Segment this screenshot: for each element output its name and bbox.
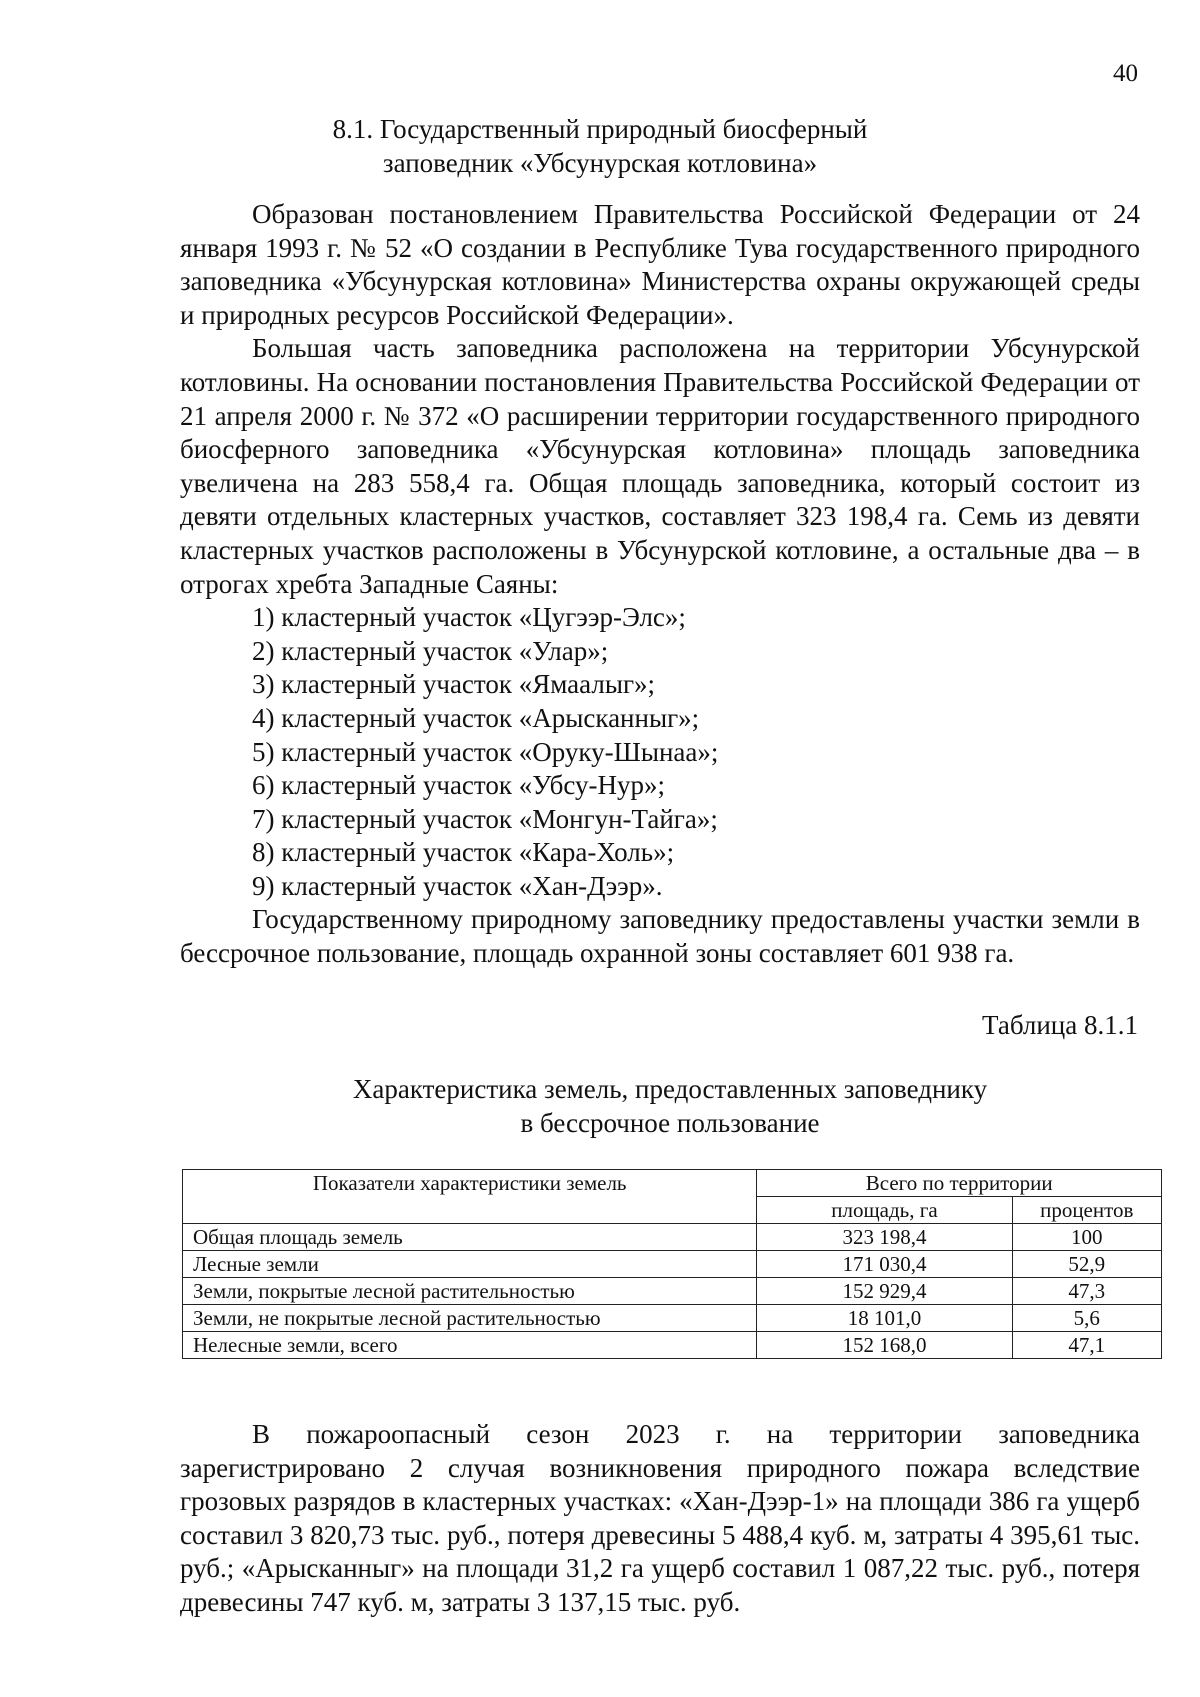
- row-name: Земли, не покрытые лесной растительностью: [183, 1305, 757, 1332]
- fire-text: [180, 1418, 1140, 1620]
- row-area: 152 168,0: [757, 1332, 1012, 1359]
- row-percent: 5,6: [1012, 1305, 1161, 1332]
- section-heading-line-1: 8.1. Государственный природный биосферный: [332, 114, 868, 144]
- list-item: 8) кластерный участок «Кара-Холь»;: [252, 837, 675, 868]
- row-percent: 47,3: [1012, 1278, 1161, 1305]
- page-number: 40: [1113, 60, 1138, 87]
- table-title-line-1: Характеристика земель, предоставленных заповеднику: [352, 1074, 988, 1104]
- section-heading-line-2: заповедник «Убсунурская котловина»: [382, 148, 818, 178]
- intro-text: [180, 198, 1140, 971]
- row-area: 171 030,4: [757, 1251, 1012, 1278]
- list-item: 6) кластерный участок «Убсу-Нур»;: [252, 770, 666, 801]
- list-item: 3) кластерный участок «Ямаалыг»;: [252, 669, 656, 700]
- table-row: [183, 1224, 1162, 1251]
- row-name: Нелесные земли, всего: [183, 1332, 757, 1359]
- paragraph-land-use: Государственному природному заповеднику предоставлены участки земли в бессрочное пользование, площадь охранной зоны составляет 601 938 га.: [180, 904, 1140, 969]
- row-percent: 52,9: [1012, 1251, 1161, 1278]
- list-item: 9) кластерный участок «Хан-Дээр».: [252, 870, 663, 901]
- list-item: 1) кластерный участок «Цугээр-Элс»;: [252, 602, 686, 633]
- row-area: 323 198,4: [757, 1224, 1012, 1251]
- row-area: 152 929,4: [757, 1278, 1012, 1305]
- row-name: Общая площадь земель: [183, 1224, 757, 1251]
- table-row: [183, 1251, 1162, 1278]
- table-caption: Таблица 8.1.1: [982, 1010, 1138, 1040]
- row-percent: 47,1: [1012, 1332, 1161, 1359]
- table-row: [183, 1305, 1162, 1332]
- header-indicator: Показатели характеристики земель: [183, 1170, 757, 1224]
- land-characteristics-table: [182, 1169, 1162, 1359]
- section-heading: [0, 112, 1200, 180]
- table-row: [183, 1278, 1162, 1305]
- list-item: 4) кластерный участок «Арысканныг»;: [252, 702, 700, 733]
- header-percent: процентов: [1012, 1197, 1161, 1224]
- table-header-row: [183, 1170, 1162, 1197]
- header-total-group: Всего по территории: [757, 1170, 1162, 1197]
- table-title-line-2: в бессрочное пользование: [520, 1108, 820, 1138]
- paragraph-territory: Большая часть заповедника расположена на территории Убсунурской котловины. На основании постановления Правительства Российской Федерации от 21 апреля 2000 г. № 372 «О расширении территории государственного природного биосферного заповедника «Убсунурская котловина» площадь заповедника увеличена на 283 558,4 га. Общая площадь заповедника, который состоит из девяти отдельных кластерных участков, составляет 323 198,4 га. Семь из девяти кластерных участков расположены в Убсунурской котловине, а остальные два – в отрогах хребта Западные Саяны:: [180, 333, 1140, 599]
- list-item: 7) кластерный участок «Монгун-Тайга»;: [252, 803, 718, 834]
- row-name: Земли, покрытые лесной растительностью: [183, 1278, 757, 1305]
- paragraph-establishment: Образован постановлением Правительства Российской Федерации от 24 января 1993 г. № 52 «О создании в Республике Тува государственного природного заповедника «Убсунурская котловина» Министерства охраны окружающей среды и природных ресурсов Российской Федерации».: [180, 199, 1140, 330]
- table-title: [200, 1072, 1140, 1140]
- row-percent: 100: [1012, 1224, 1161, 1251]
- header-area: площадь, га: [757, 1197, 1012, 1224]
- table-row: [183, 1332, 1162, 1359]
- row-area: 18 101,0: [757, 1305, 1012, 1332]
- row-name: Лесные земли: [183, 1251, 757, 1278]
- list-item: 2) кластерный участок «Улар»;: [252, 635, 609, 666]
- paragraph-fire-season: В пожароопасный сезон 2023 г. на территории заповедника зарегистрировано 2 случая возникновения природного пожара вследствие грозовых разрядов в кластерных участках: «Хан-Дээр-1» на площади 386 га ущерб составил 3 820,73 тыс. руб., потеря древесины 5 488,4 куб. м, затраты 4 395,61 тыс. руб.; «Арысканныг» на площади 31,2 га ущерб составил 1 087,22 тыс. руб., потеря древесины 747 куб. м, затраты 3 137,15 тыс. руб.: [180, 1419, 1140, 1617]
- list-item: 5) кластерный участок «Оруку-Шынаа»;: [252, 736, 719, 767]
